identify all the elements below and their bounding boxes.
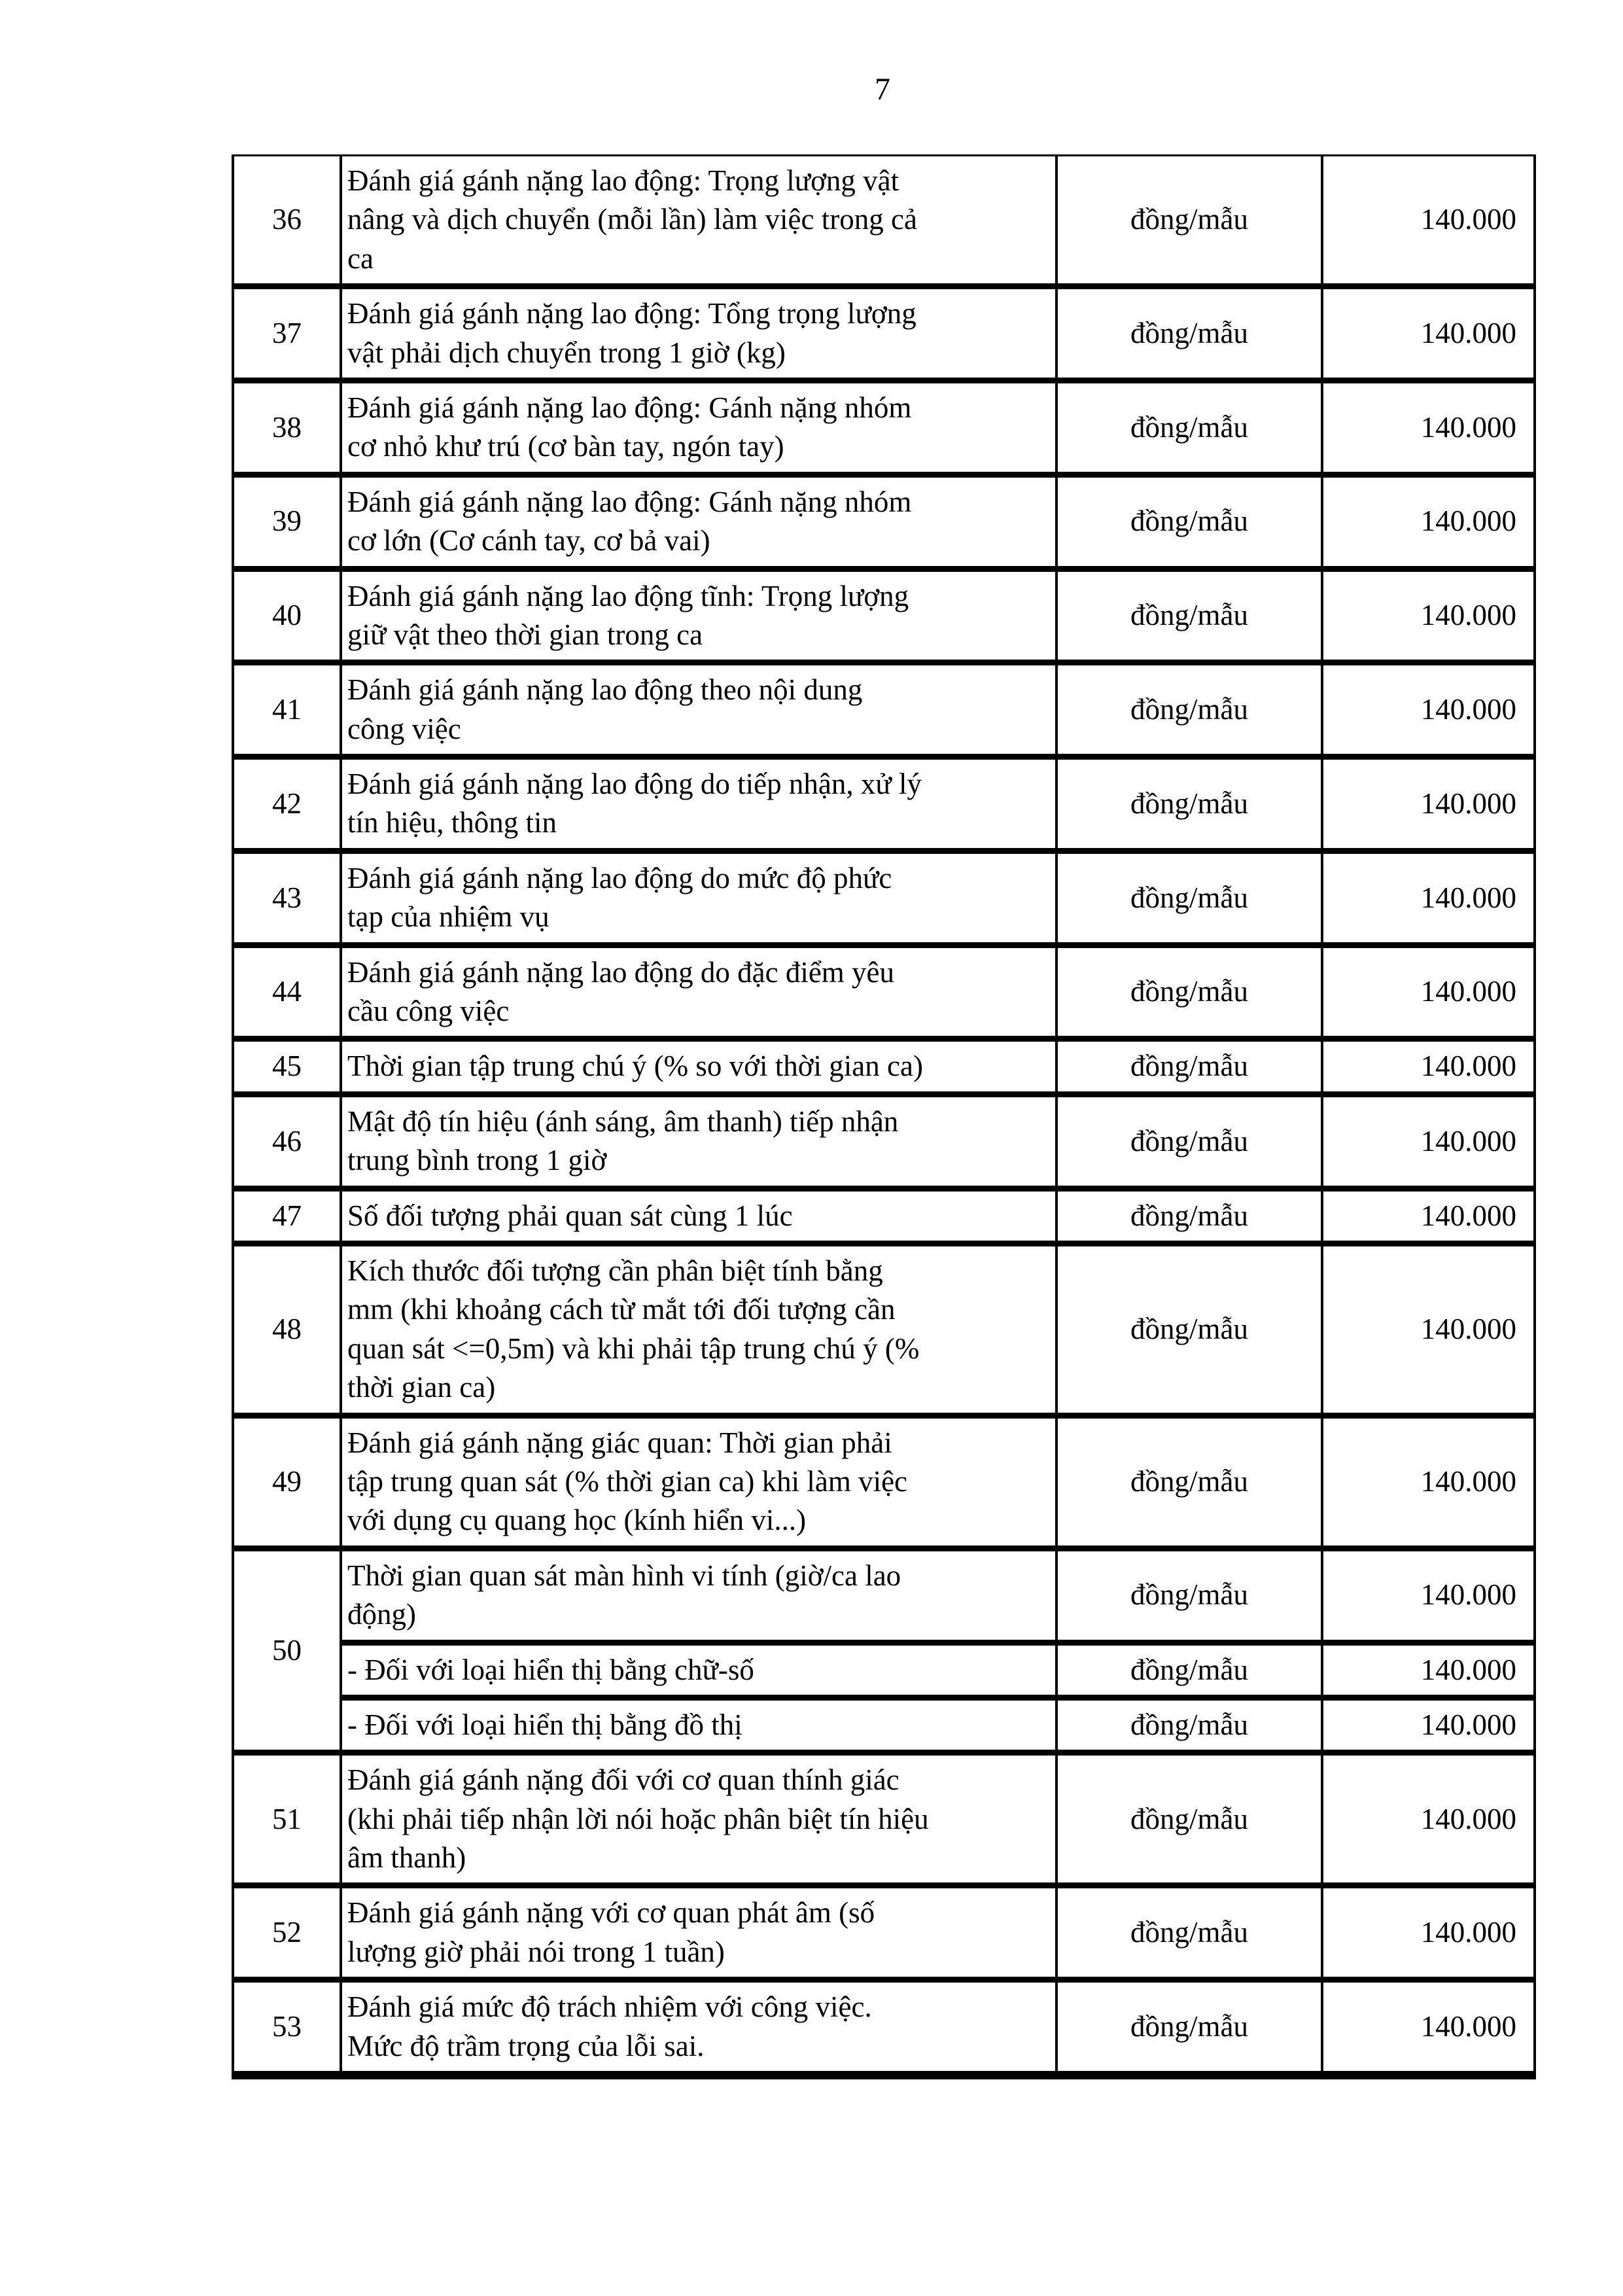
description-line: Đánh giá gánh nặng lao động: Trọng lượng vật	[347, 164, 899, 197]
description-line: Đánh giá gánh nặng giác quan: Thời gian phải	[347, 1426, 892, 1459]
unit-cell: đồng/mẫu	[1056, 1548, 1322, 1642]
description-line: Thời gian tập trung chú ý (% so với thời gian ca)	[347, 1050, 923, 1083]
description-line: Đánh giá gánh nặng lao động tĩnh: Trọng lượng	[347, 579, 909, 612]
row-number-cell: 42	[233, 757, 341, 851]
price-cell: 140.000	[1322, 1753, 1535, 1886]
unit-cell: đồng/mẫu	[1056, 1886, 1322, 1980]
unit-cell: đồng/mẫu	[1056, 1697, 1322, 1752]
unit-cell: đồng/mẫu	[1056, 1243, 1322, 1415]
table-row	[233, 156, 1535, 287]
table-row	[233, 1094, 1535, 1188]
price-cell: 140.000	[1322, 474, 1535, 569]
description-line: cơ lớn (Cơ cánh tay, cơ bả vai)	[347, 524, 710, 557]
description-line: Đánh giá gánh nặng lao động: Gánh nặng nhóm	[347, 485, 912, 518]
description-cell	[341, 1980, 1056, 2075]
unit-cell: đồng/mẫu	[1056, 945, 1322, 1039]
row-number-cell: 41	[233, 663, 341, 757]
table-row	[233, 851, 1535, 945]
description-line: với dụng cụ quang học (kính hiển vi...)	[347, 1504, 807, 1537]
table-row	[233, 1188, 1535, 1243]
row-number-cell: 52	[233, 1886, 341, 1980]
description-line: Mức độ trầm trọng của lỗi sai.	[347, 2029, 705, 2062]
description-line: Đánh giá gánh nặng lao động: Tổng trọng lượng	[347, 297, 916, 330]
unit-cell: đồng/mẫu	[1056, 1642, 1322, 1697]
description-line: Đánh giá mức độ trách nhiệm với công việc.	[347, 1990, 872, 2024]
description-line: tạp của nhiệm vụ	[347, 900, 550, 934]
description-cell	[341, 156, 1056, 287]
table-row	[233, 1039, 1535, 1094]
unit-cell: đồng/mẫu	[1056, 1039, 1322, 1094]
description-cell	[341, 1548, 1056, 1642]
description-cell	[341, 1697, 1056, 1752]
price-cell: 140.000	[1322, 1886, 1535, 1980]
price-cell: 140.000	[1322, 569, 1535, 663]
table-row	[233, 1548, 1535, 1642]
description-line: Kích thước đối tượng cần phân biệt tính bằng	[347, 1254, 883, 1287]
description-line: tập trung quan sát (% thời gian ca) khi làm việc	[347, 1464, 908, 1498]
fee-table	[232, 154, 1536, 2079]
description-line: Thời gian quan sát màn hình vi tính (giờ/ca lao	[347, 1559, 901, 1592]
price-cell: 140.000	[1322, 1039, 1535, 1094]
description-cell	[341, 663, 1056, 757]
row-number-cell: 44	[233, 945, 341, 1039]
description-cell	[341, 1753, 1056, 1886]
description-cell	[341, 945, 1056, 1039]
description-cell	[341, 757, 1056, 851]
row-number-cell: 39	[233, 474, 341, 569]
description-line: cơ nhỏ khư trú (cơ bàn tay, ngón tay)	[347, 430, 784, 463]
description-line: - Đối với loại hiển thị bằng chữ-số	[347, 1653, 754, 1686]
row-number-cell: 36	[233, 156, 341, 287]
description-line: công việc	[347, 712, 461, 745]
table-row	[233, 1642, 1535, 1697]
description-cell	[341, 851, 1056, 945]
description-cell	[341, 287, 1056, 381]
price-cell: 140.000	[1322, 1642, 1535, 1697]
description-line: nâng và dịch chuyển (mỗi lần) làm việc trong cả	[347, 203, 917, 236]
description-line: ca	[347, 241, 374, 275]
table-row	[233, 1415, 1535, 1548]
unit-cell: đồng/mẫu	[1056, 663, 1322, 757]
unit-cell: đồng/mẫu	[1056, 1415, 1322, 1548]
unit-cell: đồng/mẫu	[1056, 380, 1322, 474]
row-number-cell: 46	[233, 1094, 341, 1188]
row-number-cell: 49	[233, 1415, 341, 1548]
unit-cell: đồng/mẫu	[1056, 851, 1322, 945]
description-cell	[341, 1642, 1056, 1697]
description-line: âm thanh)	[347, 1841, 466, 1875]
description-line: cầu công việc	[347, 995, 510, 1028]
row-number-cell: 53	[233, 1980, 341, 2075]
description-cell	[341, 569, 1056, 663]
description-line: động)	[347, 1598, 416, 1631]
price-cell: 140.000	[1322, 945, 1535, 1039]
table-row	[233, 757, 1535, 851]
price-cell: 140.000	[1322, 663, 1535, 757]
description-line: mm (khi khoảng cách từ mắt tới đối tượng cần	[347, 1293, 896, 1326]
row-number-cell: 40	[233, 569, 341, 663]
table-row	[233, 1980, 1535, 2075]
row-number-cell: 48	[233, 1243, 341, 1415]
table-row	[233, 663, 1535, 757]
table-row	[233, 474, 1535, 569]
fee-table-body	[233, 156, 1535, 2075]
description-line: quan sát <=0,5m) và khi phải tập trung chú ý (%	[347, 1332, 920, 1365]
description-cell	[341, 1886, 1056, 1980]
description-line: Mật độ tín hiệu (ánh sáng, âm thanh) tiếp nhận	[347, 1104, 899, 1138]
description-line: Đánh giá gánh nặng lao động do đặc điểm yêu	[347, 955, 895, 989]
table-row	[233, 1243, 1535, 1415]
description-line: lượng giờ phải nói trong 1 tuần)	[347, 1935, 725, 1968]
description-cell	[341, 1188, 1056, 1243]
table-row	[233, 1753, 1535, 1886]
description-line: Đánh giá gánh nặng đối với cơ quan thính giác	[347, 1763, 899, 1797]
description-line: Đánh giá gánh nặng với cơ quan phát âm (số	[347, 1896, 875, 1930]
row-number-cell: 45	[233, 1039, 341, 1094]
description-cell	[341, 474, 1056, 569]
price-cell: 140.000	[1322, 757, 1535, 851]
description-line: - Đối với loại hiển thị bằng đồ thị	[347, 1708, 742, 1741]
price-cell: 140.000	[1322, 1415, 1535, 1548]
description-line: Số đối tượng phải quan sát cùng 1 lúc	[347, 1199, 793, 1232]
price-cell: 140.000	[1322, 851, 1535, 945]
description-line: giữ vật theo thời gian trong ca	[347, 618, 703, 651]
table-row	[233, 1697, 1535, 1752]
unit-cell: đồng/mẫu	[1056, 474, 1322, 569]
description-line: (khi phải tiếp nhận lời nói hoặc phân biệt tín hiệu	[347, 1802, 929, 1835]
unit-cell: đồng/mẫu	[1056, 569, 1322, 663]
price-cell: 140.000	[1322, 1188, 1535, 1243]
description-cell	[341, 1243, 1056, 1415]
row-number-cell: 43	[233, 851, 341, 945]
description-line: tín hiệu, thông tin	[347, 806, 557, 839]
price-cell: 140.000	[1322, 1548, 1535, 1642]
table-row	[233, 380, 1535, 474]
row-number-cell: 50	[233, 1548, 341, 1753]
description-line: trung bình trong 1 giờ	[347, 1144, 607, 1177]
price-cell: 140.000	[1322, 287, 1535, 381]
unit-cell: đồng/mẫu	[1056, 757, 1322, 851]
row-number-cell: 51	[233, 1753, 341, 1886]
description-cell	[341, 1415, 1056, 1548]
price-cell: 140.000	[1322, 1697, 1535, 1752]
price-cell: 140.000	[1322, 156, 1535, 287]
table-row	[233, 287, 1535, 381]
page-number: 7	[875, 72, 890, 107]
unit-cell: đồng/mẫu	[1056, 1753, 1322, 1886]
row-number-cell: 38	[233, 380, 341, 474]
unit-cell: đồng/mẫu	[1056, 287, 1322, 381]
table-row	[233, 569, 1535, 663]
price-cell: 140.000	[1322, 1980, 1535, 2075]
unit-cell: đồng/mẫu	[1056, 1980, 1322, 2075]
description-line: thời gian ca)	[347, 1371, 496, 1404]
row-number-cell: 37	[233, 287, 341, 381]
price-cell: 140.000	[1322, 1243, 1535, 1415]
description-line: Đánh giá gánh nặng lao động theo nội dung	[347, 673, 863, 707]
unit-cell: đồng/mẫu	[1056, 156, 1322, 287]
unit-cell: đồng/mẫu	[1056, 1094, 1322, 1188]
description-cell	[341, 1039, 1056, 1094]
table-row	[233, 1886, 1535, 1980]
table-row	[233, 945, 1535, 1039]
description-line: vật phải dịch chuyển trong 1 giờ (kg)	[347, 336, 786, 369]
price-cell: 140.000	[1322, 380, 1535, 474]
description-cell	[341, 380, 1056, 474]
description-line: Đánh giá gánh nặng lao động do mức độ phức	[347, 861, 892, 894]
description-line: Đánh giá gánh nặng lao động do tiếp nhận, xử lý	[347, 768, 922, 801]
price-cell: 140.000	[1322, 1094, 1535, 1188]
unit-cell: đồng/mẫu	[1056, 1188, 1322, 1243]
description-line: Đánh giá gánh nặng lao động: Gánh nặng nhóm	[347, 391, 912, 424]
description-cell	[341, 1094, 1056, 1188]
row-number-cell: 47	[233, 1188, 341, 1243]
